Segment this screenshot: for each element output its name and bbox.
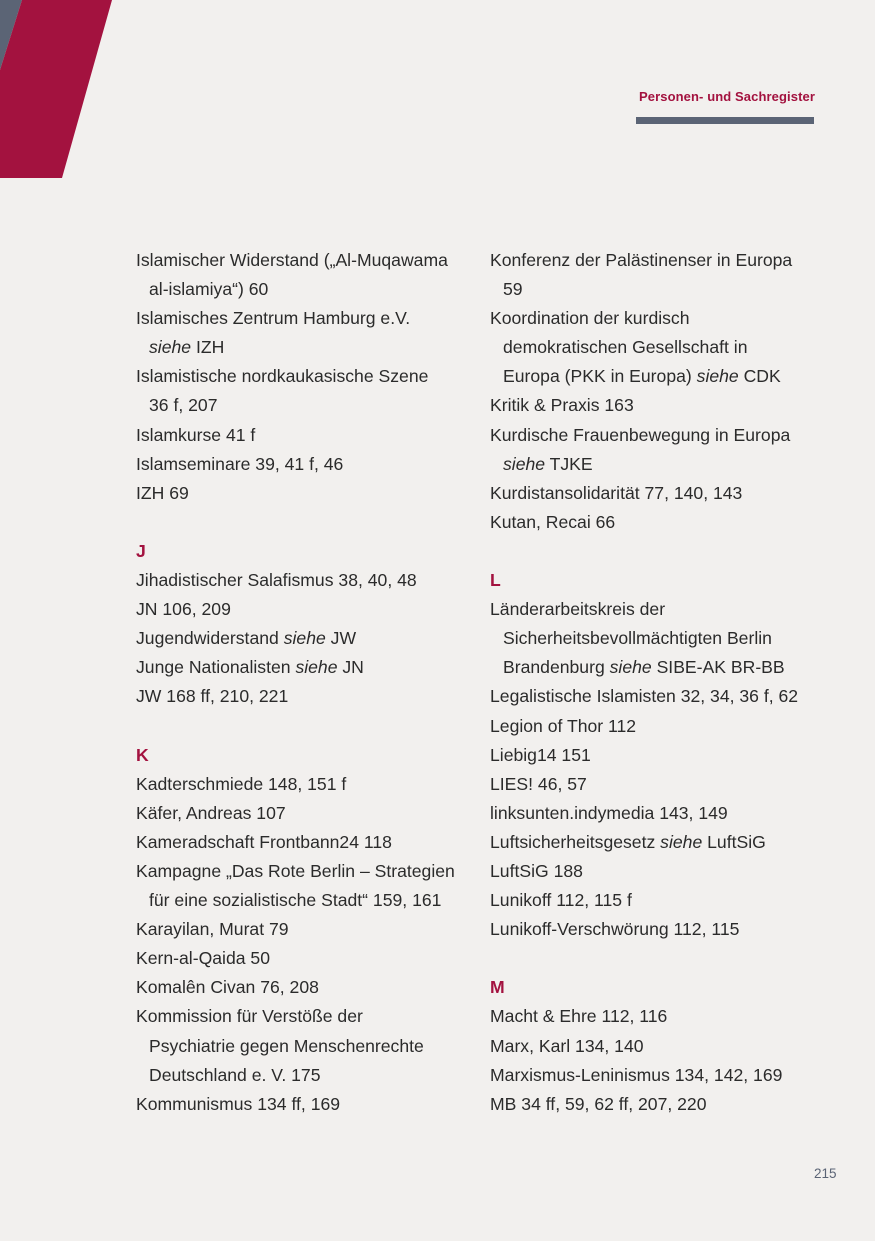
entry-line: Islamisches Zentrum Hamburg e.V.	[136, 308, 411, 329]
entry-line: Kommunismus 134 ff, 169	[136, 1093, 341, 1114]
entry-line: Marx, Karl 134, 140	[490, 1035, 644, 1056]
index-entry	[136, 450, 471, 479]
index-entry	[490, 246, 825, 304]
index-entry	[490, 1061, 825, 1090]
group-k	[136, 770, 471, 1119]
siehe-reference: siehe	[609, 657, 652, 678]
entry-line: Junge Nationalisten siehe JN	[136, 657, 364, 678]
entry-line: Macht & Ehre 112, 116	[490, 1006, 668, 1027]
index-entry	[490, 828, 825, 857]
entry-continuation: für eine sozialistische Stadt“ 159, 161	[149, 890, 442, 911]
entry-line: Islamischer Widerstand („Al-Muqawama	[136, 250, 448, 270]
entry-line: JN 106, 209	[136, 599, 231, 620]
index-entry	[136, 624, 471, 653]
entry-line: Käfer, Andreas 107	[136, 802, 286, 823]
entry-continuation: 59	[503, 279, 523, 300]
index-entry	[490, 799, 825, 828]
entry-line: Islamseminare 39, 41 f, 46	[136, 453, 344, 474]
entry-line: JW 168 ff, 210, 221	[136, 686, 289, 707]
index-entry	[490, 304, 825, 391]
left-column	[136, 246, 471, 1119]
entry-line: IZH 69	[136, 482, 189, 503]
entry-line: Liebig14 151	[490, 744, 591, 765]
index-entry	[136, 915, 471, 944]
entry-line: Luftsicherheitsgesetz siehe LuftSiG	[490, 831, 766, 852]
group-l	[490, 595, 825, 944]
siehe-reference: siehe	[503, 453, 546, 474]
index-entry	[136, 1002, 471, 1089]
entry-line: Jugendwiderstand siehe JW	[136, 628, 357, 649]
entry-line: Kern-al-Qaida 50	[136, 948, 270, 969]
entry-line: Kameradschaft Frontbann24 118	[136, 831, 392, 852]
entry-line: linksunten.indymedia 143, 149	[490, 802, 728, 823]
entry-continuation: siehe TJKE	[503, 453, 593, 474]
entry-line: Islamistische nordkaukasische Szene	[136, 366, 429, 387]
entry-line: Jihadistischer Salafismus 38, 40, 48	[136, 570, 417, 591]
entry-line: Islamkurse 41 f	[136, 424, 256, 445]
index-entry	[136, 828, 471, 857]
entry-line: Lunikoff-Verschwörung 112, 115	[490, 919, 740, 940]
index-entry	[136, 1090, 471, 1119]
right-column	[490, 246, 825, 1119]
entry-line: Karayilan, Murat 79	[136, 919, 289, 940]
entry-line: Legion of Thor 112	[490, 715, 637, 736]
entry-line: Kadterschmiede 148, 151 f	[136, 773, 347, 794]
index-entry	[136, 566, 471, 595]
index-entry	[490, 595, 825, 682]
index-entry	[490, 741, 825, 770]
index-entry	[490, 1090, 825, 1119]
index-entry	[136, 653, 471, 682]
index-entry	[136, 857, 471, 915]
index-entry	[136, 362, 471, 420]
entry-continuation: 36 f, 207	[149, 395, 218, 416]
entry-line: Länderarbeitskreis der	[490, 599, 666, 620]
index-entry	[490, 479, 825, 508]
index-entry	[490, 391, 825, 420]
entry-line: Legalistische Islamisten 32, 34, 36 f, 62	[490, 686, 799, 707]
group-k-continued	[490, 246, 825, 537]
index-entry	[490, 1032, 825, 1061]
entry-continuation: Europa (PKK in Europa) siehe CDK	[503, 366, 781, 387]
entry-line: Kurdistansolidarität 77, 140, 143	[490, 482, 743, 503]
siehe-reference: siehe	[660, 831, 703, 852]
corner-decoration	[0, 0, 120, 180]
siehe-reference: siehe	[149, 337, 192, 358]
letter-heading-l: L	[490, 570, 501, 591]
entry-line: Konferenz der Palästinenser in Europa	[490, 250, 793, 270]
entry-continuation: Psychiatrie gegen Menschenrechte	[149, 1035, 424, 1056]
entry-line: Lunikoff 112, 115 f	[490, 890, 632, 911]
index-entry	[490, 421, 825, 479]
entry-line: Kritik & Praxis 163	[490, 395, 634, 416]
entry-continuation: siehe IZH	[149, 337, 225, 358]
entry-continuation: al-islamiya“) 60	[149, 279, 269, 300]
index-entry	[490, 682, 825, 711]
entry-line: Koordination der kurdisch	[490, 308, 690, 329]
group-i	[136, 246, 471, 508]
page-number: 215	[814, 1166, 837, 1181]
index-entry	[136, 246, 471, 304]
entry-line: MB 34 ff, 59, 62 ff, 207, 220	[490, 1093, 707, 1114]
index-entry	[136, 595, 471, 624]
index-entry	[490, 508, 825, 537]
index-entry	[136, 682, 471, 711]
index-entry	[136, 770, 471, 799]
entry-continuation: Sicherheitsbevollmächtigten Berlin	[503, 628, 772, 649]
index-entry	[490, 857, 825, 886]
entry-continuation: demokratischen Gesellschaft in	[503, 337, 748, 358]
running-header: Personen- und Sachregister	[639, 89, 815, 104]
entry-line: Kurdische Frauenbewegung in Europa	[490, 424, 791, 445]
header-rule	[636, 117, 814, 124]
index-entry	[136, 973, 471, 1002]
entry-line: Kommission für Verstöße der	[136, 1006, 363, 1027]
entry-continuation: Brandenburg siehe SIBE-AK BR-BB	[503, 657, 785, 678]
index-entry	[490, 886, 825, 915]
entry-line: Komalên Civan 76, 208	[136, 977, 319, 998]
index-entry	[490, 712, 825, 741]
entry-line: LuftSiG 188	[490, 860, 583, 881]
siehe-reference: siehe	[696, 366, 739, 387]
index-entry	[136, 799, 471, 828]
index-entry	[136, 479, 471, 508]
index-entry	[136, 304, 471, 362]
group-m	[490, 1002, 825, 1118]
siehe-reference: siehe	[283, 628, 326, 649]
letter-heading-k: K	[136, 744, 149, 765]
letter-heading-j: J	[136, 540, 146, 561]
entry-line: Marxismus-Leninismus 134, 142, 169	[490, 1064, 783, 1085]
entry-line: Kampagne „Das Rote Berlin – Strategien	[136, 860, 455, 881]
entry-line: Kutan, Recai 66	[490, 511, 616, 532]
index-entry	[490, 1002, 825, 1031]
index-entry	[136, 944, 471, 973]
index-entry	[490, 770, 825, 799]
siehe-reference: siehe	[295, 657, 338, 678]
entry-line: LIES! 46, 57	[490, 773, 587, 794]
entry-continuation: Deutschland e. V. 175	[149, 1064, 321, 1085]
group-j	[136, 566, 471, 711]
letter-heading-m: M	[490, 977, 505, 998]
index-entry	[136, 421, 471, 450]
index-entry	[490, 915, 825, 944]
